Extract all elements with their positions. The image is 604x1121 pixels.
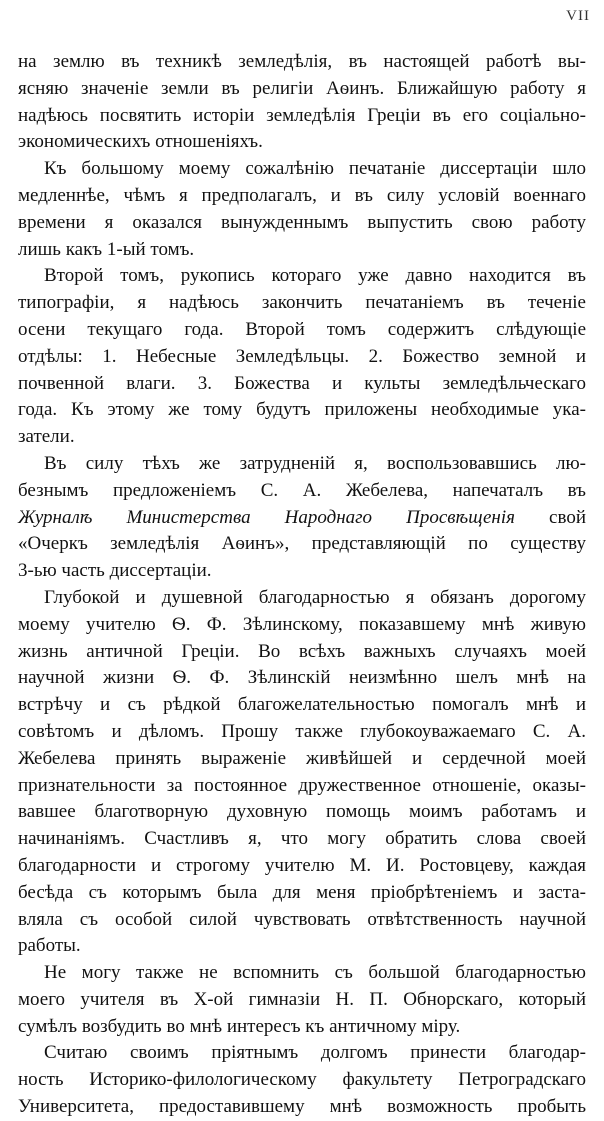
text-line: осени текущаго года. Второй томъ содержитъ слѣдующіе — [18, 318, 586, 340]
text-line: надѣюсь посвятить исторіи земледѣлія Греціи въ его соціально- — [18, 104, 586, 126]
text-line: признательности за постоянное дружественное отношеніе, оказы- — [18, 774, 586, 796]
text-line: 3-ью часть диссертаціи. — [18, 560, 212, 582]
text-line: типографіи, я надѣюсь закончить печатаніемъ въ теченіе — [18, 292, 586, 314]
body-text — [18, 49, 586, 1121]
text-line: научной жизни Ѳ. Ф. Зѣлинскій неизмѣнно шелъ мнѣ на — [18, 667, 586, 689]
text-line: Считаю своимъ пріятнымъ долгомъ принести благодар- — [44, 1042, 586, 1064]
text-line: Въ силу тѣхъ же затрудненій я, воспользовавшись лю- — [44, 452, 586, 474]
text-line: Жебелева принять выраженіе живѣйшей и сердечной моей — [18, 747, 586, 769]
text-line: лишь какъ 1-ый томъ. — [18, 238, 195, 260]
page-number: VII — [566, 8, 590, 24]
italic-title: Журналѣ Министерства Народнаго Просвѣщенія — [18, 506, 515, 528]
text-line: работы. — [18, 935, 81, 957]
text-line: отдѣлы: 1. Небесные Земледѣльцы. 2. Божество земной и — [18, 345, 586, 367]
text-line: почвенной влаги. 3. Божества и культы земледѣльческаго — [18, 372, 586, 394]
text-segment: свой — [514, 506, 586, 528]
text-line: на землю въ техникѣ земледѣлія, въ настоящей работѣ вы- — [18, 51, 586, 72]
text-line: Университета, предоставившему мнѣ возможность пробыть — [18, 1096, 586, 1118]
text-line: ясняю значеніе земли въ религіи Аѳинъ. Ближайшую работу я — [18, 77, 586, 99]
text-line: встрѣчу и съ рѣдкой благожелательностью помогалъ мнѣ и — [18, 694, 586, 716]
text-line: времени я оказался вынужденнымъ выпустить свою работу — [18, 211, 586, 233]
text-line: безнымъ предложеніемъ С. А. Жебелева, напечаталъ въ — [18, 479, 586, 501]
text-line: благодарности и строгому учителю М. И. Ростовцеву, каждая — [18, 854, 586, 876]
text-line: начинаніямъ. Счастливъ я, что могу обратить слова своей — [18, 828, 586, 850]
text-line: моему учителю Ѳ. Ф. Зѣлинскому, показавшему мнѣ живую — [18, 613, 586, 635]
text-line: жизнь античной Греціи. Во всѣхъ важныхъ случаяхъ моей — [18, 640, 586, 662]
text-line: бесѣда съ которымъ была для меня пріобрѣтеніемъ и заста- — [18, 881, 586, 903]
text-line: Второй томъ, рукопись котораго уже давно находится въ — [44, 265, 586, 287]
text-line: Глубокой и душевной благодарностью я обязанъ дорогому — [44, 586, 586, 608]
text-line: года. Къ этому же тому будутъ приложены необходимые ука- — [18, 399, 586, 421]
text-line — [18, 505, 586, 532]
text-line: вавшее благотворную духовную помощь моимъ работамъ и — [18, 801, 586, 823]
text-line: сумѣлъ возбудить во мнѣ интересъ къ античному міру. — [18, 1015, 461, 1037]
text-line: медленнѣе, чѣмъ я предполагалъ, и въ силу условій военнаго — [18, 184, 586, 206]
text-line: экономическихъ отношеніяхъ. — [18, 131, 263, 153]
text-line: Не могу также не вспомнить съ большой благодарностью — [44, 962, 586, 984]
text-line: моего учителя въ X-ой гимназіи Н. П. Обнорскаго, который — [18, 988, 586, 1010]
text-line: Къ большому моему сожалѣнію печатаніе диссертаціи шло — [44, 158, 586, 180]
text-line: затели. — [18, 426, 75, 448]
text-line: «Очеркъ земледѣлія Аѳинъ», представляющій по существу — [18, 533, 586, 555]
text-line: ность Историко-филологическому факультету Петроградскаго — [18, 1069, 586, 1091]
text-line: вляла съ особой силой чувствовать отвѣтственность научной — [18, 908, 586, 930]
text-line: совѣтомъ и дѣломъ. Прошу также глубокоуважаемаго С. А. — [18, 720, 586, 742]
